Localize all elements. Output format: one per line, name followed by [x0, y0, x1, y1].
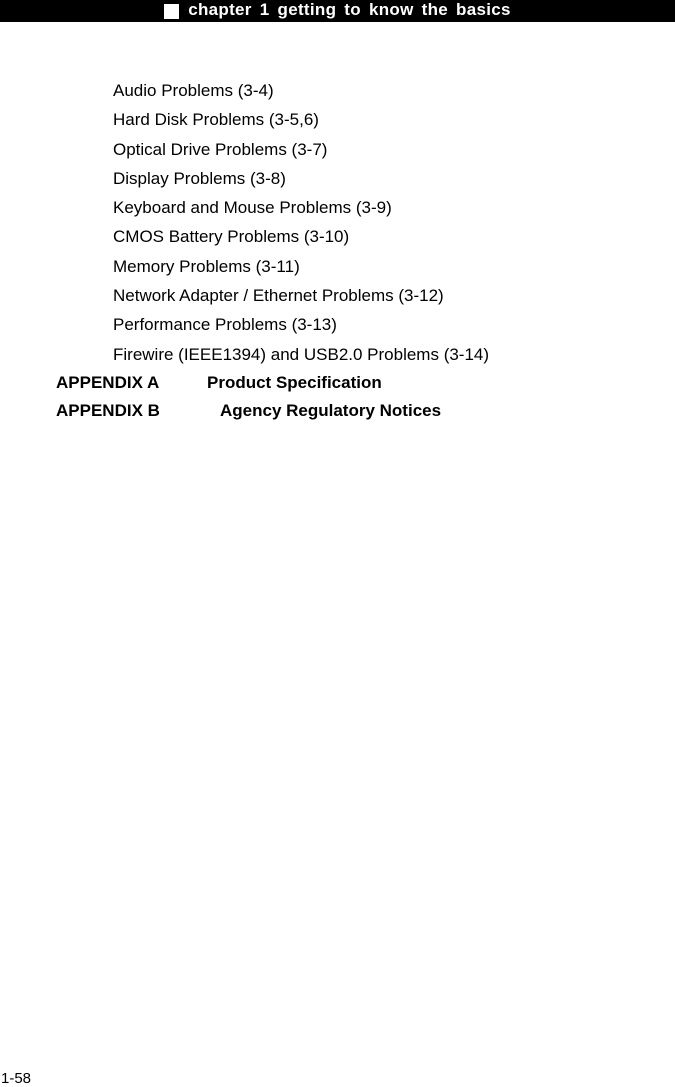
toc-item-firewire-usb: Firewire (IEEE1394) and USB2.0 Problems (3-14) — [113, 344, 490, 364]
chapter-header-bar — [0, 0, 675, 22]
appendix-b-title: Agency Regulatory Notices — [220, 401, 442, 420]
page-number: 1-58 — [1, 1070, 32, 1087]
toc-item-hard-disk: Hard Disk Problems (3-5,6) — [113, 110, 319, 130]
toc-list — [113, 81, 489, 374]
appendix-b-entry — [56, 401, 442, 421]
appendix-a-label: APPENDIX A — [56, 373, 160, 392]
toc-item-keyboard-mouse: Keyboard and Mouse Problems (3-9) — [113, 198, 392, 218]
toc-item-display: Display Problems (3-8) — [113, 168, 286, 188]
toc-item-optical-drive: Optical Drive Problems (3-7) — [113, 139, 328, 159]
appendix-a-entry — [56, 373, 382, 393]
toc-item-performance: Performance Problems (3-13) — [113, 315, 337, 335]
square-bullet-icon — [164, 4, 179, 19]
chapter-title: chapter 1 getting to know the basics — [188, 0, 511, 19]
appendix-a-title: Product Specification — [207, 373, 382, 392]
toc-item-network-adapter: Network Adapter / Ethernet Problems (3-12) — [113, 286, 444, 306]
toc-item-memory: Memory Problems (3-11) — [113, 256, 300, 276]
toc-item-cmos-battery: CMOS Battery Problems (3-10) — [113, 227, 350, 247]
toc-item-audio: Audio Problems (3-4) — [113, 81, 274, 100]
appendix-b-label: APPENDIX B — [56, 401, 160, 420]
